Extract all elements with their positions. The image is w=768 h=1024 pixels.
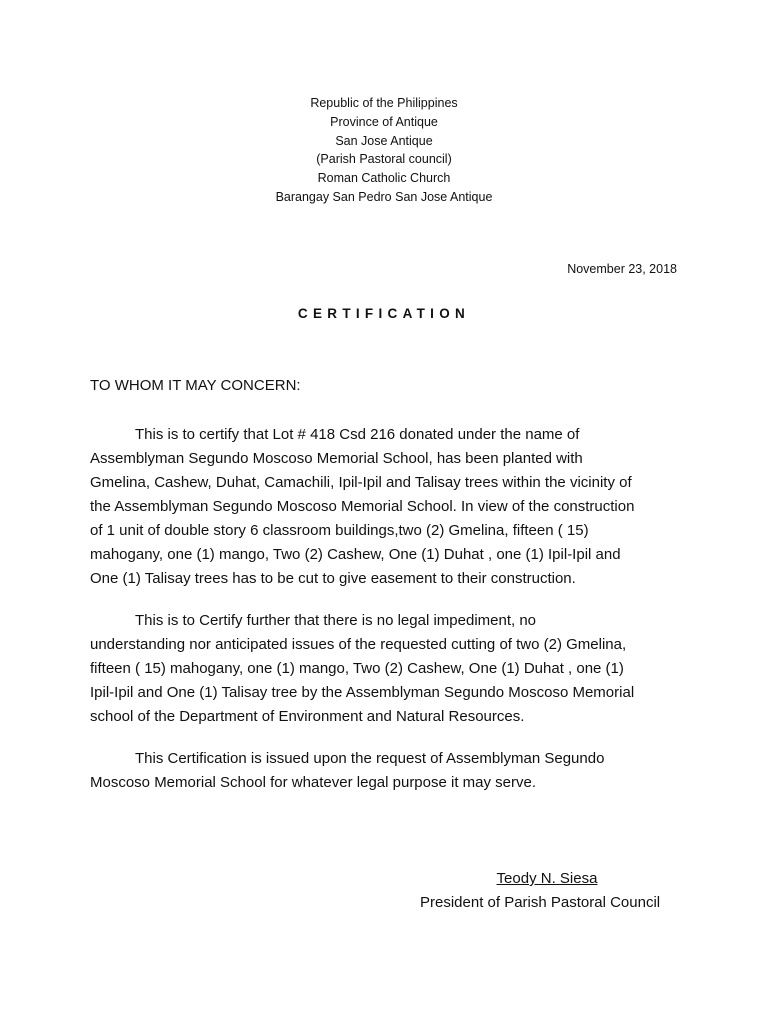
document-date: November 23, 2018 bbox=[567, 262, 677, 276]
paragraph-line: This Certification is issued upon the request of Assemblyman Segundo bbox=[135, 750, 605, 767]
paragraph-line: school of the Department of Environment and Natural Resources. bbox=[90, 708, 525, 725]
letterhead-line-town: San Jose Antique bbox=[335, 133, 433, 148]
paragraph-line: This is to Certify further that there is no legal impediment, no bbox=[135, 612, 537, 629]
salutation: TO WHOM IT MAY CONCERN: bbox=[90, 377, 301, 394]
paragraph-line: Gmelina, Cashew, Duhat, Camachili, Ipil-Ipil and Talisay trees within the vicinity of bbox=[90, 474, 632, 491]
letterhead bbox=[0, 94, 768, 207]
paragraph-line: of 1 unit of double story 6 classroom buildings,two (2) Gmelina, fifteen ( 15) bbox=[90, 522, 589, 539]
letterhead-line-province: Province of Antique bbox=[330, 114, 438, 129]
letterhead-line-barangay: Barangay San Pedro San Jose Antique bbox=[275, 189, 493, 204]
paragraph-further-certification bbox=[90, 609, 680, 729]
paragraph-line: fifteen ( 15) mahogany, one (1) mango, Two (2) Cashew, One (1) Duhat , one (1) bbox=[90, 660, 624, 677]
paragraph-line: One (1) Talisay trees has to be cut to give easement to their construction. bbox=[90, 570, 576, 587]
paragraph-line: Moscoso Memorial School for whatever legal purpose it may serve. bbox=[90, 774, 537, 791]
paragraph-certification bbox=[90, 423, 680, 591]
paragraph-line: the Assemblyman Segundo Moscoso Memorial School. In view of the construction bbox=[90, 498, 635, 515]
paragraph-line: Assemblyman Segundo Moscoso Memorial School, has been planted with bbox=[90, 450, 583, 467]
paragraph-issuance bbox=[90, 747, 680, 795]
signature-block bbox=[418, 867, 676, 915]
letterhead-line-country: Republic of the Philippines bbox=[310, 96, 458, 110]
letterhead-line-council: (Parish Pastoral council) bbox=[316, 152, 452, 167]
paragraph-line: mahogany, one (1) mango, Two (2) Cashew, One (1) Duhat , one (1) Ipil-Ipil and bbox=[90, 546, 621, 563]
signatory-position: President of Parish Pastoral Council bbox=[420, 894, 661, 911]
document-title: CERTIFICATION bbox=[297, 306, 471, 321]
signatory-name: Teody N. Siesa bbox=[496, 870, 598, 887]
paragraph-line: This is to certify that Lot # 418 Csd 216 donated under the name of bbox=[135, 426, 580, 443]
letterhead-line-church: Roman Catholic Church bbox=[317, 171, 451, 186]
paragraph-line: understanding nor anticipated issues of the requested cutting of two (2) Gmelina, bbox=[90, 636, 627, 653]
paragraph-line: Ipil-Ipil and One (1) Talisay tree by the Assemblyman Segundo Moscoso Memorial bbox=[90, 684, 635, 701]
